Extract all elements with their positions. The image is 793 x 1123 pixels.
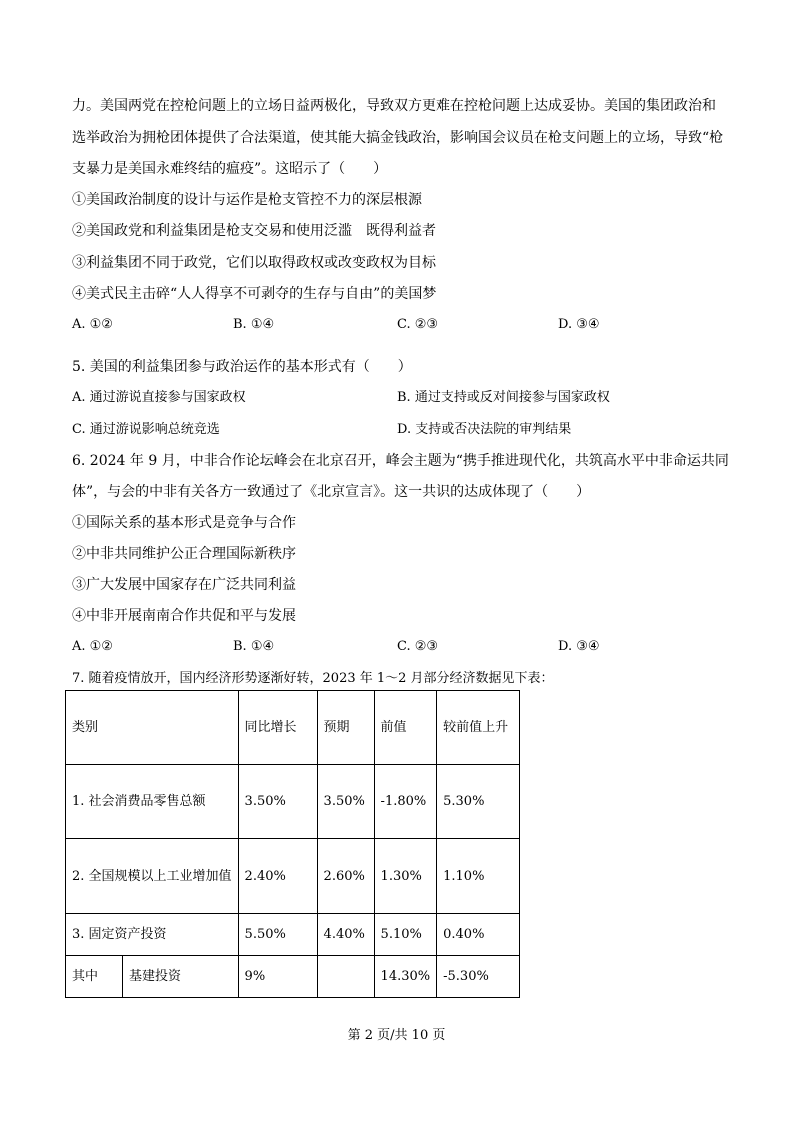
table-row <box>66 914 520 956</box>
q6-statement-1: ①国际关系的基本形式是竞争与合作 <box>72 515 296 531</box>
row-1-previous: -1.80% <box>374 765 437 839</box>
sub-row-yoy: 9% <box>238 956 317 998</box>
row-2-label: 2. 全国规模以上工业增加值 <box>66 839 239 914</box>
q7-stem: 7. 随着疫情放开，国内经济形势逐渐好转，2023 年 1～2 月部分经济数据见下表： <box>72 671 554 686</box>
q6-stem-line-1: 6. 2024 年 9 月，中非合作论坛峰会在北京召开，峰会主题为“携手推进现代化，共筑高水平中非命运共同 <box>72 453 729 469</box>
q6-stem-line-2: 体”，与会的中非有关各方一致通过了《北京宣言》。这一共识的达成体现了（ ） <box>72 484 591 500</box>
row-3-label: 3. 固定资产投资 <box>66 914 239 956</box>
row-3-previous: 5.10% <box>374 914 437 956</box>
header-previous: 前值 <box>374 691 437 765</box>
row-1-expected: 3.50% <box>317 765 374 839</box>
header-yoy-growth: 同比增长 <box>238 691 317 765</box>
row-3-yoy: 5.50% <box>238 914 317 956</box>
q6-statement-4: ④中非开展南南合作共促和平与发展 <box>72 608 296 624</box>
q6-option-a: A. ①② <box>72 639 113 654</box>
table-header-row <box>66 691 520 765</box>
row-1-label: 1. 社会消费品零售总额 <box>66 765 239 839</box>
q6-option-b: B. ①④ <box>233 639 275 654</box>
q4-option-a: A. ①② <box>72 317 113 332</box>
q6-option-d: D. ③④ <box>558 639 600 654</box>
header-category: 类别 <box>66 691 239 765</box>
q5-option-b: B. 通过支持或反对间接参与国家政权 <box>397 390 610 405</box>
table-row <box>66 765 520 839</box>
row-3-rise: 0.40% <box>437 914 520 956</box>
q6-statement-2: ②中非共同维护公正合理国际新秩序 <box>72 546 296 562</box>
row-2-expected: 2.60% <box>317 839 374 914</box>
q4-statement-4: ④美式民主击碎“人人得享不可剥夺的生存与自由”的美国梦 <box>72 286 437 302</box>
page-footer: 第 2 页/共 10 页 <box>347 1028 446 1043</box>
row-3-expected: 4.40% <box>317 914 374 956</box>
q4-option-d: D. ③④ <box>558 317 600 332</box>
q4-statement-2: ②美国政党和利益集团是枪支交易和使用泛滥 既得利益者 <box>72 223 436 239</box>
header-rise: 较前值上升 <box>437 691 520 765</box>
sub-row-rise: -5.30% <box>437 956 520 998</box>
row-2-previous: 1.30% <box>374 839 437 914</box>
q4-option-c: C. ②③ <box>397 317 439 332</box>
q4-option-b: B. ①④ <box>233 317 275 332</box>
table-row <box>66 839 520 914</box>
economic-data-table <box>65 690 520 998</box>
q4-statement-3: ③利益集团不同于政党，它们以取得政权或改变政权为目标 <box>72 255 436 271</box>
row-2-yoy: 2.40% <box>238 839 317 914</box>
q6-statement-3: ③广大发展中国家存在广泛共同利益 <box>72 577 296 593</box>
header-expected: 预期 <box>317 691 374 765</box>
sub-row-expected <box>317 956 374 998</box>
q6-option-c: C. ②③ <box>397 639 439 654</box>
sub-row-previous: 14.30% <box>374 956 437 998</box>
q5-option-c: C. 通过游说影响总统竞选 <box>72 422 220 437</box>
sub-row-label: 基建投资 <box>123 956 239 998</box>
q5-option-d: D. 支持或否决法院的审判结果 <box>397 422 572 437</box>
row-1-yoy: 3.50% <box>238 765 317 839</box>
sub-row-group: 其中 <box>66 956 123 998</box>
row-1-rise: 5.30% <box>437 765 520 839</box>
q5-option-a: A. 通过游说直接参与国家政权 <box>72 390 246 405</box>
q4-statement-1: ①美国政治制度的设计与运作是枪支管控不力的深层根源 <box>72 192 422 208</box>
row-2-rise: 1.10% <box>437 839 520 914</box>
q5-stem: 5. 美国的利益集团参与政治运作的基本形式有（ ） <box>72 359 412 375</box>
q4-stem-line-3: 支暴力是美国永难终结的瘟疫”。这昭示了（ ） <box>72 161 388 177</box>
q4-stem-line-2: 选举政治为拥枪团体提供了合法渠道，使其能大搞金钱政治，影响国会议员在枪支问题上的立场，导致“枪 <box>72 130 724 146</box>
q4-stem-line-1: 力。美国两党在控枪问题上的立场日益两极化，导致双方更难在控枪问题上达成妥协。美国的集团政治和 <box>72 98 716 114</box>
table-row <box>66 956 520 998</box>
